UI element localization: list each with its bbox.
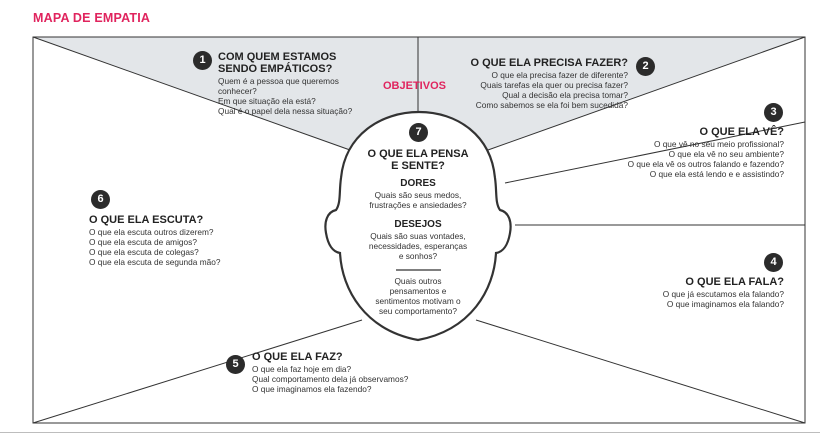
question-text: frustrações e ansiedades? bbox=[369, 200, 467, 210]
question-text: O que ela está lendo e e assistindo? bbox=[649, 169, 784, 179]
question-text: O que imaginamos ela falando? bbox=[666, 299, 784, 309]
section-1-questions bbox=[218, 76, 352, 116]
section-3-heading: O QUE ELA VÊ? bbox=[699, 126, 784, 138]
section-4-number: 4 bbox=[764, 253, 783, 272]
objectives-label: OBJETIVOS bbox=[383, 80, 446, 92]
section-2-questions bbox=[476, 70, 628, 110]
question-text: Quais outros bbox=[394, 276, 442, 286]
footer-rule bbox=[0, 432, 820, 433]
question-text: O que ela escuta de amigos? bbox=[89, 237, 197, 247]
section-6-heading: O QUE ELA ESCUTA? bbox=[89, 214, 204, 226]
question-text: Quais tarefas ela quer ou precisa fazer? bbox=[480, 80, 628, 90]
dores-title: DORES bbox=[400, 178, 436, 189]
question-text: O que ela vê os outros falando e fazendo? bbox=[627, 159, 784, 169]
question-text: O que ela precisa fazer de diferente? bbox=[491, 70, 628, 80]
page-title: MAPA DE EMPATIA bbox=[33, 11, 151, 25]
question-text: O que ela escuta outros dizerem? bbox=[89, 227, 214, 237]
question-text: e sonhos? bbox=[398, 251, 438, 261]
question-text: Como sabemos se ela foi bem sucedida? bbox=[475, 100, 628, 110]
question-text: O que ela vê no seu ambiente? bbox=[668, 149, 784, 159]
question-text: Quais são seus medos, bbox=[374, 190, 462, 200]
question-text: seu comportamento? bbox=[379, 306, 457, 316]
section-5-heading: O QUE ELA FAZ? bbox=[252, 351, 343, 363]
question-text: Quais são suas vontades, bbox=[370, 231, 466, 241]
question-text: O que vê no seu meio profissional? bbox=[653, 139, 784, 149]
question-text: O que já escutamos ela falando? bbox=[662, 289, 784, 299]
question-text: Em que situação ela está? bbox=[218, 96, 316, 106]
section-1-heading bbox=[218, 51, 336, 75]
question-text: Quem é a pessoa que queremos bbox=[218, 76, 339, 86]
question-text: conhecer? bbox=[218, 86, 257, 96]
section-7-heading bbox=[348, 148, 488, 172]
question-text: necessidades, esperanças bbox=[368, 241, 468, 251]
section-1-number: 1 bbox=[193, 51, 212, 70]
question-text: Qual a decisão ela precisa tomar? bbox=[502, 90, 628, 100]
question-text: O que ela escuta de colegas? bbox=[89, 247, 199, 257]
question-text: Qual comportamento dela já observamos? bbox=[252, 374, 409, 384]
question-text: Qual é o papel dela nessa situação? bbox=[218, 106, 353, 116]
other-thoughts-text bbox=[348, 276, 488, 316]
desejos-text bbox=[348, 231, 488, 261]
section-1-heading-line: SENDO EMPÁTICOS? bbox=[218, 63, 333, 75]
section-7-heading-line: O QUE ELA PENSA bbox=[367, 148, 469, 160]
question-text: O que ela escuta de segunda mão? bbox=[89, 257, 221, 267]
question-text: O que ela faz hoje em dia? bbox=[252, 364, 352, 374]
section-7-number: 7 bbox=[409, 123, 428, 142]
section-6-number: 6 bbox=[91, 190, 110, 209]
section-1-heading-line: COM QUEM ESTAMOS bbox=[218, 51, 337, 63]
divider-line bbox=[476, 320, 805, 423]
question-text: pensamentos e bbox=[389, 286, 447, 296]
question-text: sentimentos motivam o bbox=[375, 296, 461, 306]
section-3-number: 3 bbox=[764, 103, 783, 122]
question-text: O que imaginamos ela fazendo? bbox=[252, 384, 372, 394]
section-2-number: 2 bbox=[636, 57, 655, 76]
section-4-heading: O QUE ELA FALA? bbox=[685, 276, 784, 288]
dores-text bbox=[348, 190, 488, 210]
section-6-questions bbox=[89, 227, 220, 267]
section-3-questions bbox=[628, 139, 784, 179]
section-2-heading: O QUE ELA PRECISA FAZER? bbox=[470, 57, 628, 69]
section-5-questions bbox=[252, 364, 408, 394]
desejos-title: DESEJOS bbox=[394, 219, 442, 230]
section-7-heading-line: E SENTE? bbox=[391, 160, 445, 172]
section-5-number: 5 bbox=[226, 355, 245, 374]
section-4-questions bbox=[663, 289, 784, 309]
